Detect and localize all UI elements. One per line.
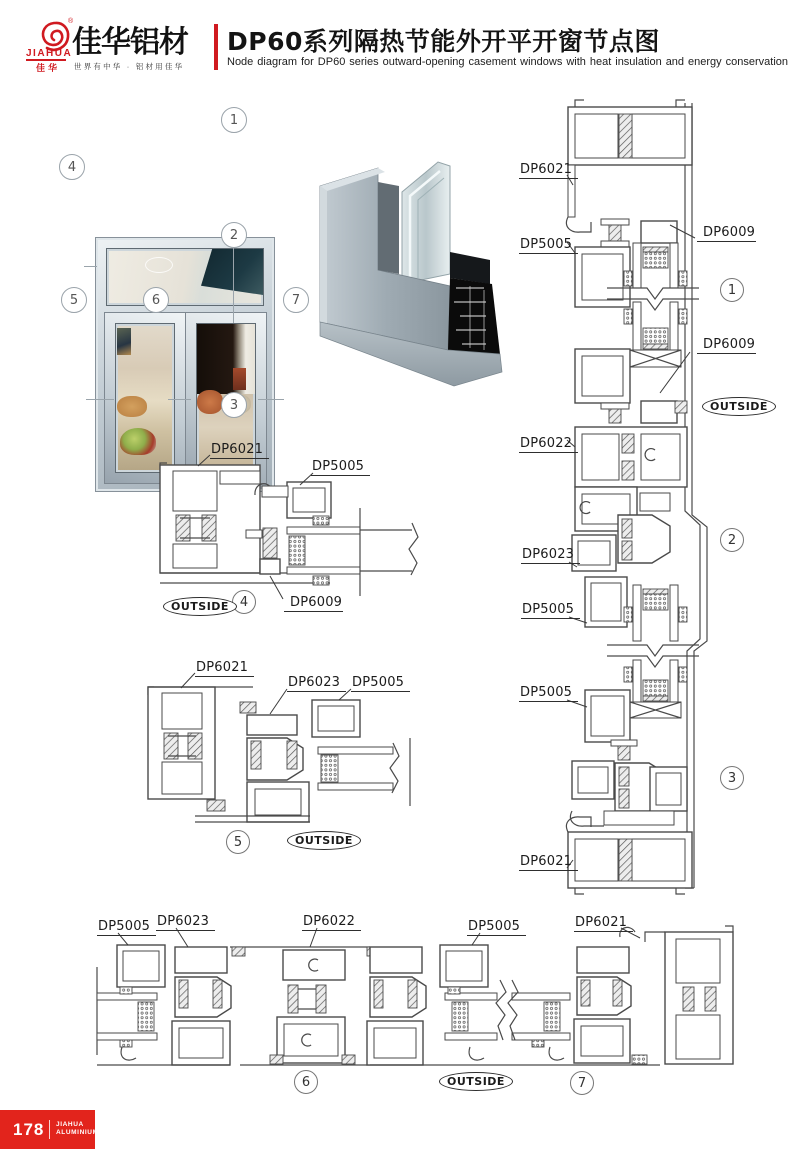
outside-label-d5: OUTSIDE bbox=[287, 831, 361, 850]
label-dp6009-rc-bottom: DP6009 bbox=[697, 337, 756, 354]
chair bbox=[233, 368, 246, 390]
dark-wall bbox=[197, 324, 255, 394]
section-callout-3: 3 bbox=[720, 766, 744, 790]
logo-brand-en: JIAHUA bbox=[26, 48, 73, 59]
window-callout-4: 4 bbox=[59, 154, 85, 180]
logo-brand-cn: 佳华 bbox=[36, 63, 61, 73]
label-dp6022-rc: DP6022 bbox=[519, 436, 578, 453]
footer-divider bbox=[49, 1120, 50, 1139]
footer-brand-aluminium: ALUMINIUM bbox=[56, 1129, 99, 1136]
label-dp6023-rc: DP6023 bbox=[521, 547, 580, 564]
window-callout-7: 7 bbox=[283, 287, 309, 313]
transom-pane bbox=[106, 248, 264, 306]
frame-dp6021-d5 bbox=[148, 687, 256, 799]
bottom-callout-7: 7 bbox=[570, 1071, 594, 1095]
label-dp6021-b: DP6021 bbox=[574, 915, 633, 932]
right-vent-group bbox=[570, 947, 660, 1065]
page-number: 178 bbox=[13, 1120, 45, 1139]
label-dp6022-b: DP6022 bbox=[302, 914, 361, 931]
label-dp5005-b2: DP5005 bbox=[467, 919, 526, 936]
mullion-dp6023-d5 bbox=[247, 715, 309, 822]
leader-line-7 bbox=[258, 399, 284, 400]
ceiling-light bbox=[145, 257, 173, 273]
header bbox=[0, 0, 800, 80]
label-dp6021-d5: DP6021 bbox=[195, 660, 254, 677]
window-callout-5: 5 bbox=[61, 287, 87, 313]
bottom-section-drawing bbox=[80, 905, 800, 1100]
leader-line-6 bbox=[168, 399, 191, 400]
page-title: DP60系列隔热节能外开平开窗节点图 bbox=[227, 27, 660, 56]
left-glass-group bbox=[97, 945, 165, 1060]
leader-line-5 bbox=[86, 399, 114, 400]
label-dp5005-rc3: DP5005 bbox=[519, 685, 578, 702]
wall-painting bbox=[117, 328, 131, 355]
label-dp6009-rc-top: DP6009 bbox=[697, 225, 756, 242]
outside-label-d4: OUTSIDE bbox=[163, 597, 237, 616]
frame-dp6022-b bbox=[230, 947, 380, 1065]
label-dp5005-d5: DP5005 bbox=[351, 675, 410, 692]
mullion-detail3 bbox=[570, 761, 687, 826]
header-divider bbox=[214, 24, 218, 70]
render-cross-section bbox=[448, 252, 500, 366]
page-subtitle: Node diagram for DP60 series outward-opening casement windows with heat insulation and energy conservation bbox=[227, 56, 788, 68]
render-glass bbox=[402, 162, 450, 284]
glass-d5 bbox=[318, 738, 410, 806]
section-callout-2: 2 bbox=[720, 528, 744, 552]
label-dp6021-rc-bottom: DP6021 bbox=[519, 854, 578, 871]
transom-photo-dark-area bbox=[201, 249, 263, 295]
footer-brand-en: JIAHUA bbox=[56, 1121, 84, 1128]
company-name: 佳华铝材 bbox=[72, 25, 188, 60]
label-dp6023-d5: DP6023 bbox=[287, 675, 346, 692]
label-dp5005-b1: DP5005 bbox=[97, 919, 156, 936]
section-callout-1: 1 bbox=[720, 278, 744, 302]
sash-dp5005-top bbox=[575, 247, 630, 307]
window-callout-6: 6 bbox=[143, 287, 169, 313]
window-callout-2: 2 bbox=[221, 222, 247, 248]
right-boundary bbox=[685, 103, 707, 888]
detail4-callout: 4 bbox=[232, 590, 256, 614]
top-frame-dp6021 bbox=[566, 100, 692, 247]
frame-dp6021-b bbox=[620, 926, 733, 1064]
label-dp5005-rc2: DP5005 bbox=[521, 602, 580, 619]
bottom-callout-6: 6 bbox=[294, 1070, 318, 1094]
label-dp6021-rc: DP6021 bbox=[519, 162, 578, 179]
label-dp6021-d4: DP6021 bbox=[210, 442, 269, 459]
label-dp6023-b: DP6023 bbox=[156, 914, 215, 931]
footer-page-bar bbox=[0, 1110, 99, 1149]
label-dp5005-d4: DP5005 bbox=[311, 459, 370, 476]
right-section-drawing bbox=[515, 95, 800, 900]
outside-label-rc: OUTSIDE bbox=[702, 397, 776, 416]
leader-line-4 bbox=[84, 266, 97, 267]
window-figure bbox=[0, 100, 330, 430]
detail5-callout: 5 bbox=[226, 830, 250, 854]
registered-mark: ® bbox=[68, 18, 74, 25]
sash-dp5005-bottom bbox=[585, 690, 637, 760]
pillow bbox=[117, 396, 147, 417]
sash-dp5005-d5 bbox=[312, 700, 360, 737]
window-callout-3: 3 bbox=[221, 392, 247, 418]
label-dp5005-rc: DP5005 bbox=[519, 237, 578, 254]
profile-3d-render bbox=[302, 152, 512, 402]
bottom-frame-dp6021 bbox=[566, 817, 692, 894]
company-tagline: 世界有中华 · 铝材用佳华 bbox=[74, 62, 185, 71]
orange-pillow bbox=[197, 390, 223, 414]
window-callout-1: 1 bbox=[221, 107, 247, 133]
outside-label-b: OUTSIDE bbox=[439, 1072, 513, 1091]
label-dp6009-d4: DP6009 bbox=[284, 595, 343, 612]
